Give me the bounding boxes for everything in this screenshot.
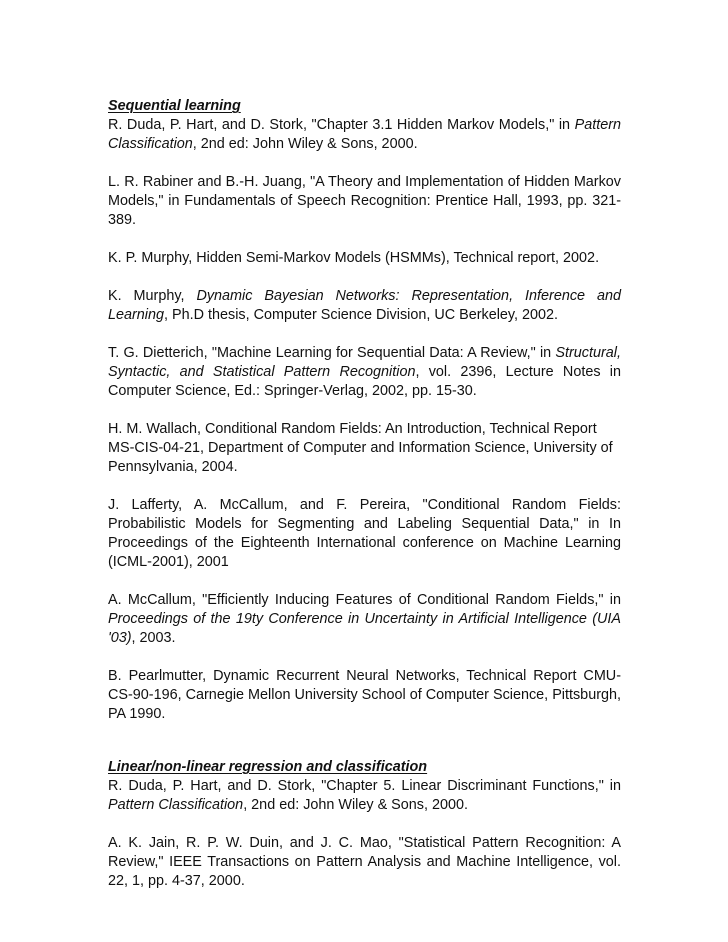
section-sequential-learning bbox=[108, 97, 621, 724]
reference-entry: A. McCallum, "Efficiently Inducing Features of Conditional Random Fields," in Proceedings of the 19ty Conference in Uncertainty in Artificial Intelligence (UIA '03), 2003. bbox=[108, 592, 621, 646]
reference-entry: K. P. Murphy, Hidden Semi-Markov Models (HSMMs), Technical report, 2002. bbox=[108, 250, 600, 266]
reference-entry: K. Murphy, Dynamic Bayesian Networks: Representation, Inference and Learning, Ph.D thesis, Computer Science Division, UC Berkeley, 2002. bbox=[108, 288, 621, 323]
reference-entry: L. R. Rabiner and B.-H. Juang, "A Theory and Implementation of Hidden Markov Models," in Fundamentals of Speech Recognition: Prentice Hall, 1993, pp. 321-389. bbox=[108, 174, 621, 228]
reference-entry: R. Duda, P. Hart, and D. Stork, "Chapter 3.1 Hidden Markov Models," in Pattern Classification, 2nd ed: John Wiley & Sons, 2000. bbox=[108, 117, 621, 152]
section-linear-regression-classification bbox=[108, 758, 621, 891]
section-heading: Sequential learning bbox=[108, 98, 241, 114]
document-page bbox=[108, 97, 621, 891]
section-heading: Linear/non-linear regression and classification bbox=[108, 759, 428, 775]
reference-entry: A. K. Jain, R. P. W. Duin, and J. C. Mao, "Statistical Pattern Recognition: A Review," IEEE Transactions on Pattern Analysis and Machine Intelligence, vol. 22, 1, pp. 4-37, 2000. bbox=[108, 835, 621, 889]
reference-entry: T. G. Dietterich, "Machine Learning for Sequential Data: A Review," in Structural, Syntactic, and Statistical Pattern Recognition, vol. 2396, Lecture Notes in Computer Science, Ed.: Springer-Verlag, 2002, pp. 15-30. bbox=[108, 345, 621, 399]
reference-entry: B. Pearlmutter, Dynamic Recurrent Neural Networks, Technical Report CMU-CS-90-196, Carnegie Mellon University School of Computer Science, Pittsburgh, PA 1990. bbox=[108, 668, 621, 722]
reference-entry: J. Lafferty, A. McCallum, and F. Pereira, "Conditional Random Fields: Probabilistic Models for Segmenting and Labeling Sequential Data," in In Proceedings of the Eighteenth International conference on Machine Learning (ICML-2001), 2001 bbox=[108, 497, 621, 570]
reference-entry: R. Duda, P. Hart, and D. Stork, "Chapter 5. Linear Discriminant Functions," in Pattern Classification, 2nd ed: John Wiley & Sons, 2000. bbox=[108, 778, 621, 813]
reference-entry: H. M. Wallach, Conditional Random Fields: An Introduction, Technical Report MS-CIS-04-21, Department of Computer and Information Science, University of Pennsylvania, 2004. bbox=[108, 421, 613, 475]
